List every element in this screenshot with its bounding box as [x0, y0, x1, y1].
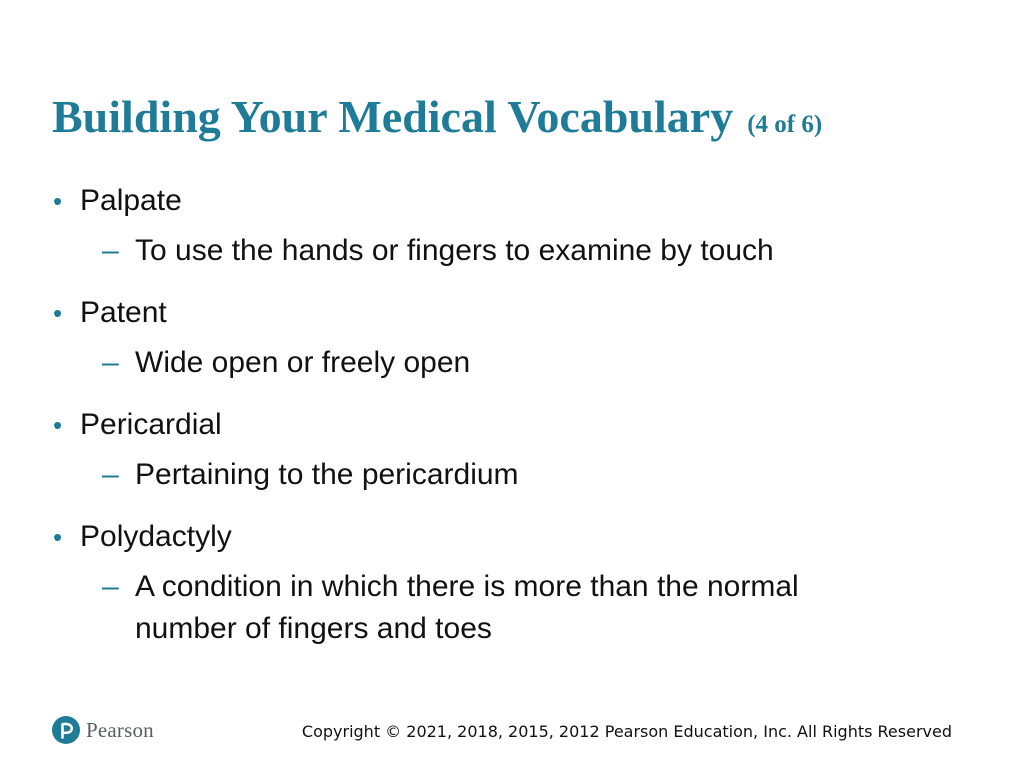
term-label: Patent [80, 296, 167, 329]
dash-icon: – [102, 570, 119, 603]
definition-text: To use the hands or fingers to examine by touch [135, 234, 774, 267]
term-item [53, 520, 232, 553]
term-label: Polydactyly [80, 520, 232, 553]
pearson-p-icon [52, 716, 80, 744]
copyright-notice: Copyright © 2021, 2018, 2015, 2012 Pearson Education, Inc. All Rights Reserved [301, 722, 952, 741]
term-item [53, 184, 182, 217]
definition-item [102, 454, 905, 496]
term-label: Pericardial [80, 408, 222, 441]
definition-text: A condition in which there is more than the normal number of fingers and toes [135, 570, 799, 645]
slide-title-subtitle: (4 of 6) [747, 111, 823, 138]
dash-icon: – [102, 234, 119, 267]
bullet-icon: • [53, 522, 63, 552]
definition-item [102, 230, 905, 272]
bullet-icon: • [53, 298, 63, 328]
slide-title-main: Building Your Medical Vocabulary [52, 91, 734, 142]
term-item [53, 296, 167, 329]
bullet-icon: • [53, 186, 63, 216]
pearson-logo-text: Pearson [86, 717, 154, 742]
term-item [53, 408, 222, 441]
term-label: Palpate [80, 184, 182, 217]
pearson-logo [52, 714, 154, 746]
bullet-icon: • [53, 410, 63, 440]
definition-text: Pertaining to the pericardium [135, 458, 519, 491]
definition-text: Wide open or freely open [135, 346, 471, 379]
definition-item [102, 566, 905, 650]
dash-icon: – [102, 346, 119, 379]
dash-icon: – [102, 458, 119, 491]
definition-item [102, 342, 905, 384]
